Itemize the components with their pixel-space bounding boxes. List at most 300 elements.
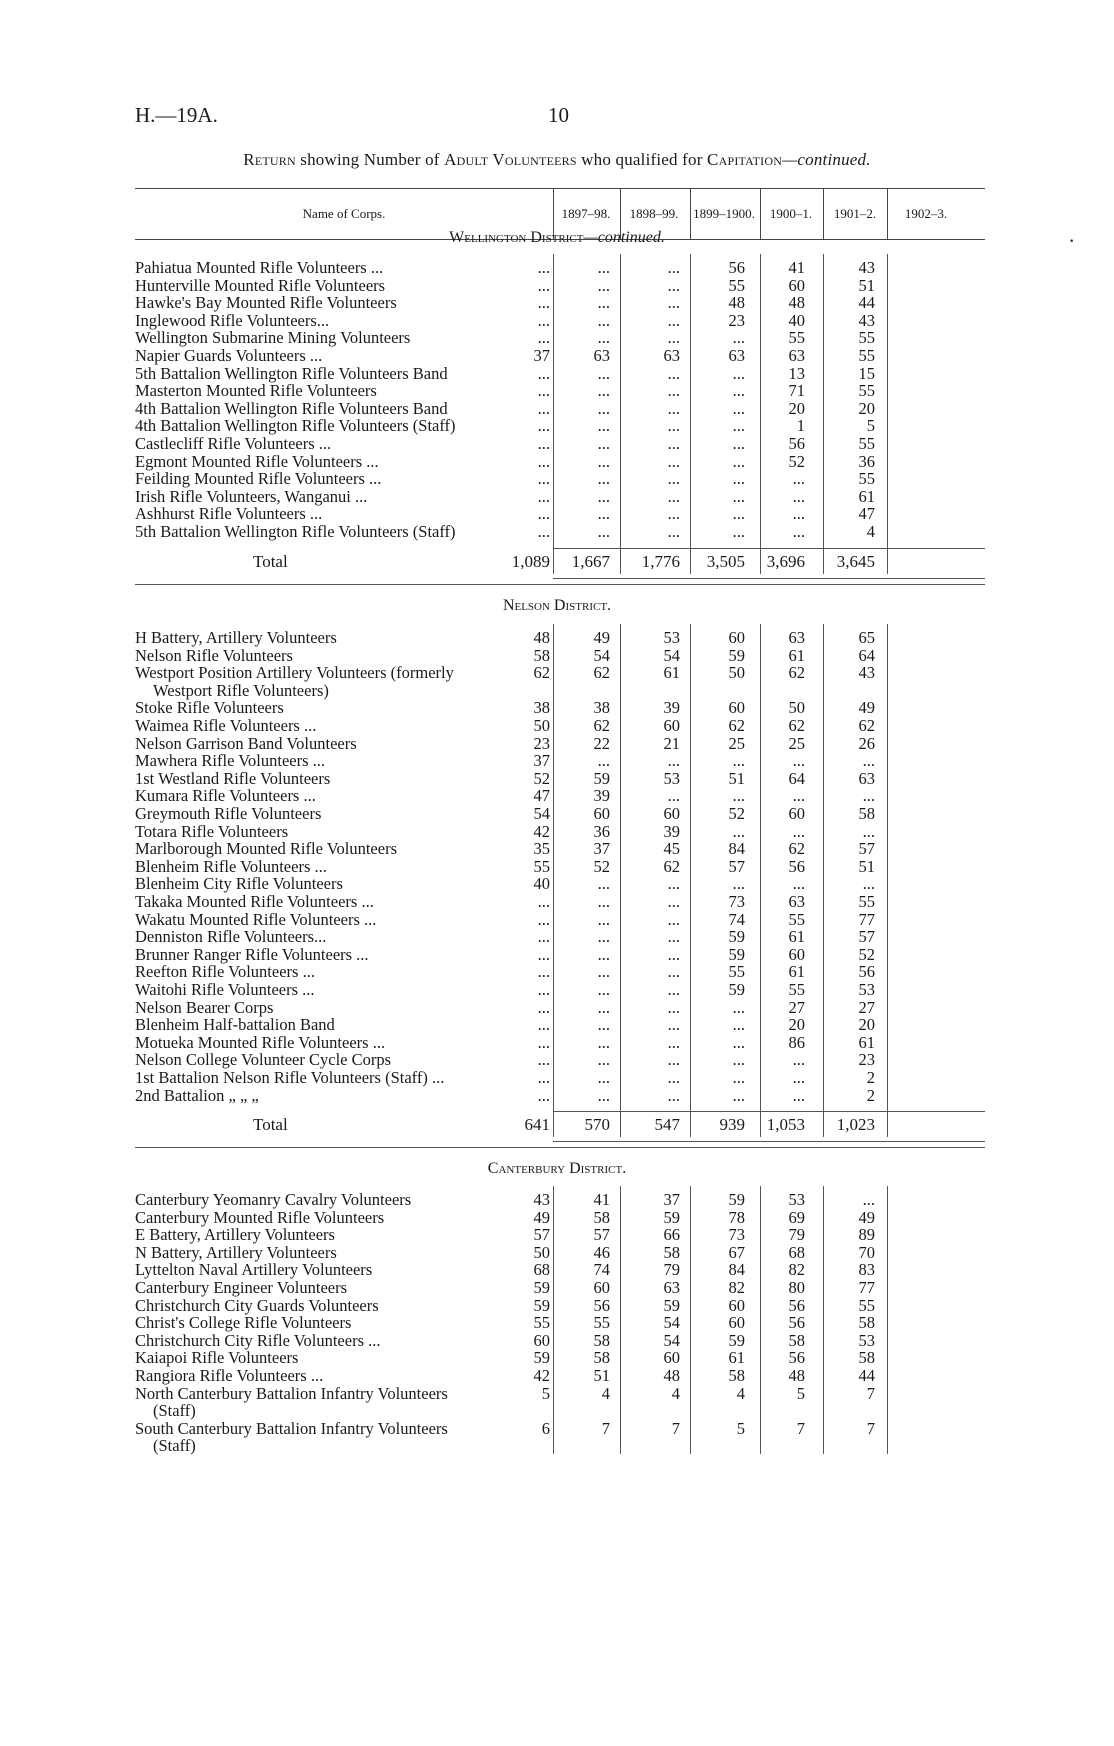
table-row [135, 293, 985, 312]
table-row [135, 469, 985, 488]
cell-value: 26 [858, 733, 875, 753]
cell-value: 41 [788, 258, 805, 277]
table-row [135, 945, 985, 964]
cell-value: 52 [788, 451, 805, 471]
cell-value: 51 [593, 1366, 610, 1385]
cell-value: 15 [858, 363, 875, 383]
cell-value: 7 [601, 1418, 610, 1438]
cell-value: ... [732, 1050, 745, 1070]
table-row [135, 1401, 985, 1420]
cell-value: ... [597, 1050, 610, 1070]
corps-name: Blenheim Rifle Volunteers ... [135, 856, 327, 876]
cell-value: ... [732, 786, 745, 806]
cell-value: 62 [593, 663, 610, 683]
cell-value: 61 [788, 645, 805, 665]
cell-value: 49 [593, 628, 610, 647]
table-row [135, 1225, 985, 1244]
cell-value: 61 [728, 1348, 745, 1368]
cell-value: ... [667, 363, 680, 383]
cell-value: 4 [601, 1383, 610, 1403]
cell-value: 68 [788, 1242, 805, 1262]
total-value: 1,667 [571, 551, 610, 571]
cell-value: ... [732, 1015, 745, 1035]
cell-value: ... [537, 486, 550, 506]
cell-value: 52 [858, 944, 875, 964]
cell-value: 13 [788, 363, 805, 383]
cell-value: 20 [858, 398, 875, 418]
column-divider [887, 624, 888, 1137]
cell-value: 59 [728, 645, 745, 665]
cell-value: 25 [788, 733, 805, 753]
cell-value: ... [667, 451, 680, 471]
cell-value: 60 [728, 628, 745, 647]
cell-value: 39 [663, 698, 680, 718]
cell-value: ... [667, 293, 680, 313]
table-row [135, 1086, 985, 1105]
column-divider [823, 624, 824, 1137]
cell-value: ... [732, 328, 745, 348]
cell-value: ... [597, 1032, 610, 1052]
cell-value: 62 [728, 716, 745, 735]
cell-value: 60 [728, 698, 745, 718]
table-row [135, 1068, 985, 1087]
cell-value: 55 [858, 1295, 875, 1315]
cell-value: 42 [533, 821, 550, 841]
corps-name: Greymouth Rifle Volunteers [135, 804, 322, 823]
corps-name: 1st Battalion Nelson Rifle Volunteers (Staff) ... [135, 1068, 445, 1087]
corps-name: Canterbury Yeomanry Cavalry Volunteers [135, 1190, 412, 1209]
column-divider [553, 1186, 554, 1454]
cell-value: 5 [866, 416, 875, 436]
column-divider [690, 254, 691, 574]
table-row [135, 874, 985, 893]
cell-value: ... [597, 451, 610, 471]
cell-value: 55 [728, 275, 745, 295]
table-row [135, 804, 985, 823]
title-adult-volunteers: Adult Volunteers [444, 150, 577, 169]
total-rule-top [553, 1111, 985, 1112]
corps-name: Waitohi Rifle Volunteers ... [135, 980, 315, 999]
cell-value: ... [597, 909, 610, 929]
cell-value: 53 [788, 1190, 805, 1209]
cell-value: 54 [663, 1330, 680, 1350]
corps-name: North Canterbury Battalion Infantry Volunteers [135, 1383, 448, 1403]
cell-value: 5 [736, 1418, 745, 1438]
total-rule-top [553, 548, 985, 549]
cell-value: ... [667, 469, 680, 489]
total-value: 3,505 [706, 551, 745, 571]
cell-value: ... [537, 381, 550, 401]
cell-value: 49 [858, 1207, 875, 1227]
cell-value: 59 [728, 1330, 745, 1350]
cell-value: ... [537, 962, 550, 982]
cell-value: 53 [858, 1330, 875, 1350]
cell-value: 55 [788, 980, 805, 999]
cell-value: 63 [788, 346, 805, 365]
cell-value: ... [667, 310, 680, 330]
corps-name: Takaka Mounted Rifle Volunteers ... [135, 892, 374, 911]
table-row [135, 892, 985, 911]
cell-value: ... [732, 416, 745, 436]
table-row [135, 1190, 985, 1209]
section-title-suffix: —continued. [583, 229, 665, 246]
cell-value: 46 [593, 1242, 610, 1262]
cell-value: 55 [788, 909, 805, 929]
title-text-2: who qualified for [576, 150, 708, 169]
cell-value: ... [597, 892, 610, 911]
cell-value: ... [792, 504, 805, 524]
corps-name: Ashhurst Rifle Volunteers ... [135, 504, 323, 524]
section-rule [135, 1147, 985, 1148]
cell-value: 59 [728, 944, 745, 964]
table-row [135, 998, 985, 1017]
cell-value: 60 [788, 944, 805, 964]
cell-value: 41 [593, 1190, 610, 1209]
cell-value: 59 [728, 980, 745, 999]
cell-value: 1 [796, 416, 805, 436]
page-number: 10 [548, 103, 569, 127]
corps-name: Christ's College Rifle Volunteers [135, 1313, 352, 1333]
column-header-name: Name of Corps. [302, 206, 386, 221]
table-row [135, 663, 985, 682]
cell-value: 58 [593, 1207, 610, 1227]
cell-value: 40 [533, 874, 550, 894]
section-title-text: Nelson District. [502, 597, 612, 614]
cell-value: 56 [788, 434, 805, 453]
cell-value: 51 [858, 856, 875, 876]
corps-name: 5th Battalion Wellington Rifle Volunteers (Staff) [135, 522, 456, 541]
corps-name: Canterbury Mounted Rifle Volunteers [135, 1207, 385, 1227]
cell-value: ... [597, 927, 610, 947]
corps-name: 4th Battalion Wellington Rifle Volunteers Band [135, 398, 448, 418]
cell-value: 39 [593, 786, 610, 806]
cell-value: ... [597, 1068, 610, 1087]
cell-value: 71 [788, 381, 805, 401]
cell-value: ... [862, 751, 875, 771]
corps-name: Feilding Mounted Rifle Volunteers ... [135, 469, 382, 489]
table-row [135, 1313, 985, 1332]
cell-value: 59 [728, 927, 745, 947]
cell-value: ... [667, 944, 680, 964]
cell-value: ... [597, 310, 610, 330]
cell-value: 58 [788, 1330, 805, 1350]
section-title-text: Wellington District [449, 229, 584, 246]
cell-value: ... [537, 398, 550, 418]
table-row [135, 504, 985, 523]
corps-name: Kumara Rifle Volunteers ... [135, 786, 316, 806]
cell-value: 54 [533, 804, 550, 823]
cell-value: 49 [858, 698, 875, 718]
total-rule-bottom [553, 578, 985, 579]
total-row [135, 1115, 985, 1137]
cell-value: ... [597, 486, 610, 506]
table-row [135, 910, 985, 929]
cell-value: 50 [728, 663, 745, 683]
cell-value: 43 [533, 1190, 550, 1209]
corps-name: Brunner Ranger Rifle Volunteers ... [135, 944, 369, 964]
corps-name: Rangiora Rifle Volunteers ... [135, 1366, 324, 1385]
cell-value: 56 [728, 258, 745, 277]
cell-value: ... [792, 821, 805, 841]
cell-value: 58 [858, 1348, 875, 1368]
cell-value: 37 [593, 839, 610, 859]
corps-name: 5th Battalion Wellington Rifle Volunteers Band [135, 363, 448, 383]
column-divider [823, 254, 824, 574]
cell-value: ... [667, 434, 680, 453]
cell-value: 53 [663, 768, 680, 788]
cell-value: 53 [663, 628, 680, 647]
table-row [135, 716, 985, 735]
cell-value: 55 [858, 346, 875, 365]
cell-value: 64 [858, 645, 875, 665]
corps-name: Irish Rifle Volunteers, Wanganui ... [135, 486, 368, 506]
total-value: 939 [719, 1115, 745, 1135]
cell-value: ... [792, 469, 805, 489]
cell-value: 63 [788, 892, 805, 911]
cell-value: ... [537, 416, 550, 436]
cell-value: 86 [788, 1032, 805, 1052]
cell-value: ... [732, 398, 745, 418]
cell-value: 55 [593, 1313, 610, 1333]
cell-value: ... [597, 275, 610, 295]
section-title-2 [0, 1160, 1114, 1178]
cell-value: 63 [663, 1278, 680, 1297]
cell-value: 74 [728, 909, 745, 929]
cell-value: 65 [858, 628, 875, 647]
cell-value: 50 [533, 716, 550, 735]
corps-name: Reefton Rifle Volunteers ... [135, 962, 315, 982]
corps-name: E Battery, Artillery Volunteers [135, 1225, 335, 1245]
table-row [135, 311, 985, 330]
table-row [135, 522, 985, 541]
cell-value: 62 [663, 856, 680, 876]
cell-value: 44 [858, 293, 875, 313]
cell-value: 56 [788, 1313, 805, 1333]
total-value: 1,053 [766, 1115, 805, 1135]
cell-value: ... [667, 909, 680, 929]
cell-value: ... [597, 328, 610, 348]
column-divider [760, 254, 761, 574]
cell-value: 61 [663, 663, 680, 683]
cell-value: ... [732, 504, 745, 524]
corps-name: Denniston Rifle Volunteers... [135, 927, 327, 947]
table-row [135, 487, 985, 506]
cell-value: ... [792, 1085, 805, 1105]
column-header-year-2: 1898–99. [629, 206, 679, 221]
total-value: 1,776 [641, 551, 680, 571]
table-row [135, 381, 985, 400]
column-header-year-4: 1900–1. [769, 206, 813, 221]
section-title-1 [0, 597, 1114, 615]
cell-value: ... [732, 434, 745, 453]
cell-value: 60 [788, 275, 805, 295]
cell-value: 27 [788, 997, 805, 1017]
cell-value: 5 [541, 1383, 550, 1403]
cell-value: ... [537, 1085, 550, 1105]
corps-name: Mawhera Rifle Volunteers ... [135, 751, 326, 771]
cell-value: ... [537, 1032, 550, 1052]
cell-value: ... [732, 751, 745, 771]
cell-value: 54 [663, 645, 680, 665]
corps-name: Masterton Mounted Rifle Volunteers [135, 381, 377, 401]
cell-value: ... [597, 751, 610, 771]
corps-name: 1st Westland Rifle Volunteers [135, 768, 331, 788]
cell-value: 53 [858, 980, 875, 999]
cell-value: ... [732, 1068, 745, 1087]
cell-value: ... [667, 997, 680, 1017]
cell-value: 5 [796, 1383, 805, 1403]
table-row [135, 258, 985, 277]
cell-value: ... [732, 469, 745, 489]
cell-value: 60 [663, 804, 680, 823]
cell-value: 59 [533, 1295, 550, 1315]
corps-name: Westport Rifle Volunteers) [153, 680, 329, 700]
cell-value: 60 [788, 804, 805, 823]
column-header-year-6: 1902–3. [904, 206, 948, 221]
cell-value: 52 [533, 768, 550, 788]
cell-value: ... [667, 892, 680, 911]
cell-value: ... [667, 275, 680, 295]
column-divider [823, 1186, 824, 1454]
cell-value: ... [732, 874, 745, 894]
cell-value: ... [732, 522, 745, 541]
cell-value: 20 [788, 1015, 805, 1035]
cell-value: 48 [663, 1366, 680, 1385]
cell-value: 43 [858, 310, 875, 330]
cell-value: 20 [788, 398, 805, 418]
table-row [135, 328, 985, 347]
table-row [135, 628, 985, 647]
cell-value: 63 [663, 346, 680, 365]
cell-value: ... [732, 363, 745, 383]
table-row [135, 751, 985, 770]
cell-value: ... [537, 997, 550, 1017]
cell-value: ... [537, 469, 550, 489]
corps-name: Hawke's Bay Mounted Rifle Volunteers [135, 293, 397, 313]
cell-value: 7 [866, 1383, 875, 1403]
total-value: 1,089 [511, 551, 550, 571]
total-value: 3,696 [766, 551, 805, 571]
cell-value: ... [597, 363, 610, 383]
corps-name: Waimea Rifle Volunteers ... [135, 716, 317, 735]
cell-value: ... [732, 821, 745, 841]
cell-value: 74 [593, 1260, 610, 1280]
cell-value: 83 [858, 1260, 875, 1280]
cell-value: 60 [728, 1295, 745, 1315]
cell-value: ... [667, 416, 680, 436]
total-value: 641 [524, 1115, 550, 1135]
cell-value: ... [597, 381, 610, 401]
cell-value: ... [792, 1068, 805, 1087]
cell-value: ... [667, 874, 680, 894]
cell-value: ... [667, 258, 680, 277]
column-header-year-1: 1897–98. [561, 206, 611, 221]
total-value: 547 [654, 1115, 680, 1135]
table-row [135, 1348, 985, 1367]
cell-value: 56 [858, 962, 875, 982]
cell-value: 60 [593, 804, 610, 823]
cell-value: ... [667, 1085, 680, 1105]
cell-value: 59 [533, 1348, 550, 1368]
table-row [135, 1436, 985, 1455]
cell-value: 73 [728, 1225, 745, 1245]
corps-name: Blenheim City Rifle Volunteers [135, 874, 343, 894]
cell-value: 62 [788, 839, 805, 859]
table-row [135, 980, 985, 999]
cell-value: ... [667, 398, 680, 418]
column-divider [690, 1186, 691, 1454]
cell-value: 77 [858, 1278, 875, 1297]
cell-value: ... [597, 434, 610, 453]
section-title-0 [0, 229, 1114, 247]
table-row [135, 646, 985, 665]
cell-value: ... [597, 522, 610, 541]
cell-value: ... [862, 786, 875, 806]
cell-value: 23 [728, 310, 745, 330]
total-rule-bottom [553, 1141, 985, 1142]
cell-value: 61 [788, 927, 805, 947]
column-divider [887, 1186, 888, 1454]
cell-value: 58 [533, 645, 550, 665]
cell-value: ... [597, 469, 610, 489]
cell-value: ... [537, 1068, 550, 1087]
cell-value: ... [537, 310, 550, 330]
cell-value: 80 [788, 1278, 805, 1297]
cell-value: ... [667, 381, 680, 401]
cell-value: ... [732, 1032, 745, 1052]
cell-value: 60 [728, 1313, 745, 1333]
cell-value: 82 [788, 1260, 805, 1280]
cell-value: 67 [728, 1242, 745, 1262]
corps-name: N Battery, Artillery Volunteers [135, 1242, 337, 1262]
cell-value: 43 [858, 258, 875, 277]
cell-value: 50 [533, 1242, 550, 1262]
cell-value: 58 [728, 1366, 745, 1385]
cell-value: 69 [788, 1207, 805, 1227]
cell-value: 61 [788, 962, 805, 982]
cell-value: 52 [593, 856, 610, 876]
cell-value: ... [792, 874, 805, 894]
margin-mark: · [1068, 228, 1076, 253]
cell-value: 51 [728, 768, 745, 788]
title-continued: —continued. [782, 150, 871, 169]
cell-value: 50 [788, 698, 805, 718]
cell-value: 63 [858, 768, 875, 788]
cell-value: 2 [866, 1085, 875, 1105]
table-row [135, 857, 985, 876]
cell-value: 57 [728, 856, 745, 876]
cell-value: ... [667, 486, 680, 506]
cell-value: ... [597, 293, 610, 313]
table-row [135, 452, 985, 471]
table-row [135, 1331, 985, 1350]
cell-value: ... [667, 1015, 680, 1035]
total-value: 1,023 [836, 1115, 875, 1135]
cell-value: ... [667, 1032, 680, 1052]
cell-value: 47 [858, 504, 875, 524]
cell-value: 35 [533, 839, 550, 859]
cell-value: 58 [663, 1242, 680, 1262]
cell-value: 4 [866, 522, 875, 541]
cell-value: ... [597, 398, 610, 418]
cell-value: ... [537, 328, 550, 348]
cell-value: ... [667, 522, 680, 541]
cell-value: 45 [663, 839, 680, 859]
cell-value: 20 [858, 1015, 875, 1035]
cell-value: ... [667, 786, 680, 806]
cell-value: 48 [728, 293, 745, 313]
cell-value: 54 [663, 1313, 680, 1333]
